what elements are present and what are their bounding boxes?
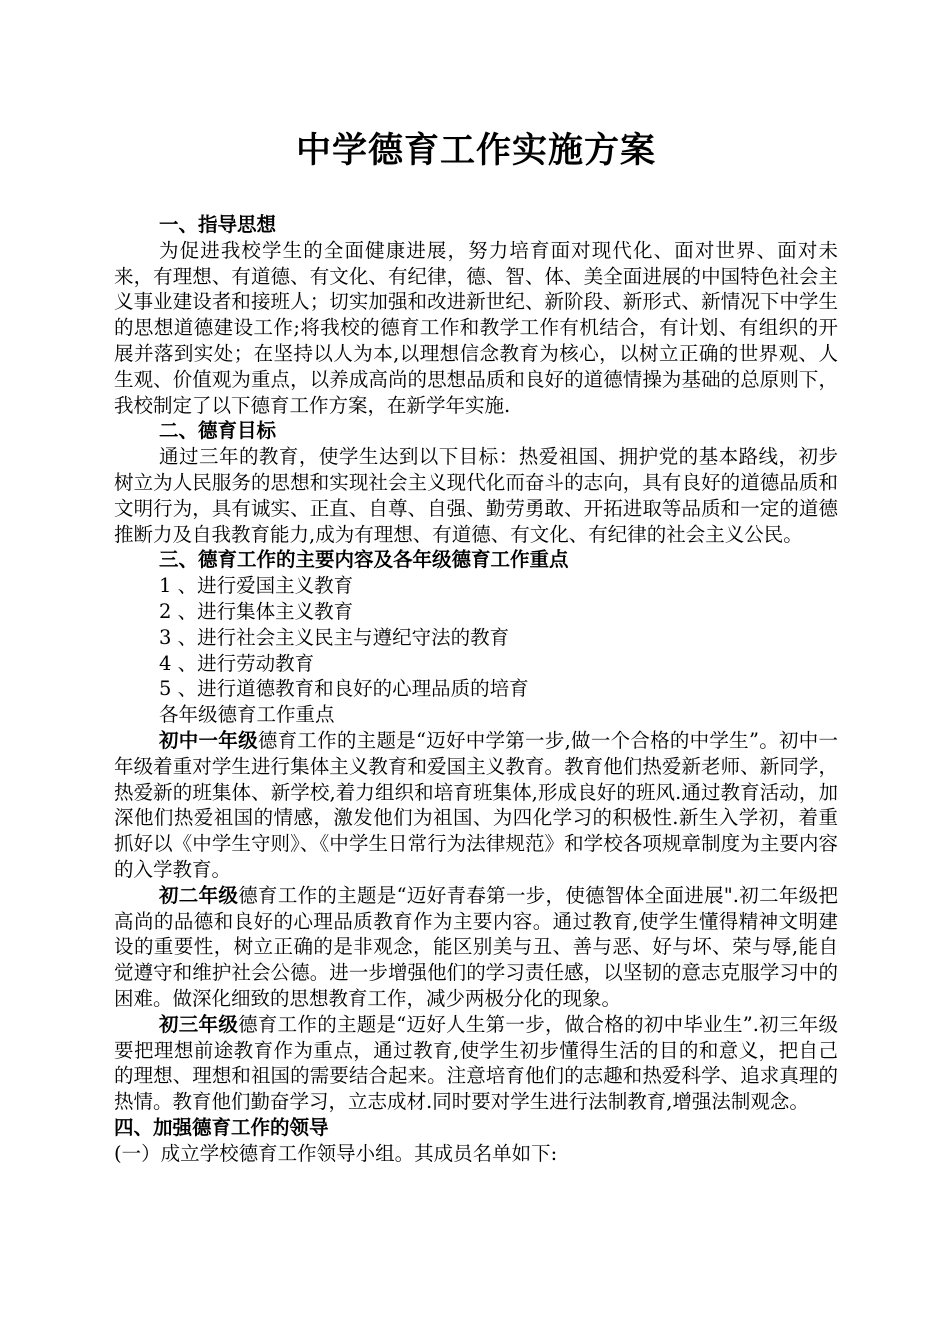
subheading-grade-focus: 各年级德育工作重点	[159, 703, 335, 727]
section-4-line: (一）成立学校德育工作领导小组。其成员名单如下:	[114, 1141, 558, 1165]
grade-3-paragraph	[114, 1012, 838, 1115]
list-item: 1 、进行爱国主义教育	[159, 574, 354, 598]
section-heading-2: 二、德育目标	[159, 419, 277, 443]
list-item: 4 、进行劳动教育	[159, 651, 315, 675]
section-1-paragraph: 为促进我校学生的全面健康进展，努力培育面对现代化、面对世界、面对未来，有理想、有道德、有文化、有纪律，德、智、体、美全面进展的中国特色社会主义事业建设者和接班人；切实加强和改进新世纪、新阶段、新形式、新情况下中学生的思想道德建设工作;将我校的德育工作和教学工作有机结合，有计划、有组织的开展并落到实处；在坚持以人为本,以理想信念教育为核心，以树立正确的世界观、人生观、价值观为重点，以养成高尚的思想品质和良好的道德情操为基础的总原则下，我校制定了以下德育工作方案，在新学年实施.	[114, 238, 838, 417]
grade-2-paragraph	[114, 883, 838, 1012]
grade-2-label: 初二年级	[159, 883, 239, 907]
document-title: 中学德育工作实施方案	[295, 131, 656, 171]
section-2-paragraph: 通过三年的教育，使学生达到以下目标：热爱祖国、拥护党的基本路线，初步树立为人民服务的思想和实现社会主义现代化而奋斗的志向，具有良好的道德品质和文明行为，具有诚实、正直、自尊、自强、勤劳勇敢、开拓进取等品质和一定的道德推断力及自我教育能力,成为有理想、有道德、有文化、有纪律的社会主义公民。	[114, 445, 838, 546]
grade-1-text: 德育工作的主题是“迈好中学第一步,做一个合格的中学生”。初中一年级着重对学生进行集体主义教育和爱国主义教育。教育他们热爱新老师、新同学，热爱新的班集体、新学校,着力组织和培育班集体,形成良好的班风.通过教育活动，加深他们热爱祖国的情感，激发他们为祖国、为四化学习的积极性.新生入学初，着重抓好以《中学生守则》、《中学生日常行为法律规范》和学校各项规章制度为主要内容的入学教育。	[114, 728, 838, 881]
section-heading-3: 三、德育工作的主要内容及各年级德育工作重点	[159, 548, 569, 572]
grade-2-text: 德育工作的主题是“迈好青春第一步，使德智体全面进展".初二年级把高尚的品德和良好的心理品质教育作为主要内容。通过教育,使学生懂得精神文明建设的重要性，树立正确的是非观念，能区别美与丑、善与恶、好与坏、荣与辱,能自觉遵守和维护社会公德。进一步增强他们的学习责任感，以坚韧的意志克服学习中的困难。做深化细致的思想教育工作，减少两极分化的现象。	[114, 883, 838, 1010]
document-page	[114, 126, 838, 1166]
grade-3-text: 德育工作的主题是“迈好人生第一步，做合格的初中毕业生”.初三年级要把理想前途教育作为重点，通过教育,使学生初步懂得生活的目的和意义，把自己的理想、理想和祖国的需要结合起来。注意培育他们的志趣和热爱科学、追求真理的热情。教育他们勤奋学习，立志成材.同时要对学生进行法制教育,增强法制观念。	[114, 1012, 838, 1114]
section-heading-1: 一、指导思想	[159, 213, 277, 236]
grade-3-label: 初三年级	[159, 1012, 239, 1036]
list-item: 5 、进行道德教育和良好的心理品质的培育	[159, 677, 529, 701]
list-item: 3 、进行社会主义民主与遵纪守法的教育	[159, 625, 510, 649]
grade-1-paragraph	[114, 728, 838, 883]
grade-1-label: 初中一年级	[159, 728, 258, 752]
list-item: 2 、进行集体主义教育	[159, 599, 354, 623]
section-heading-4: 四、加强德育工作的领导	[114, 1115, 329, 1139]
